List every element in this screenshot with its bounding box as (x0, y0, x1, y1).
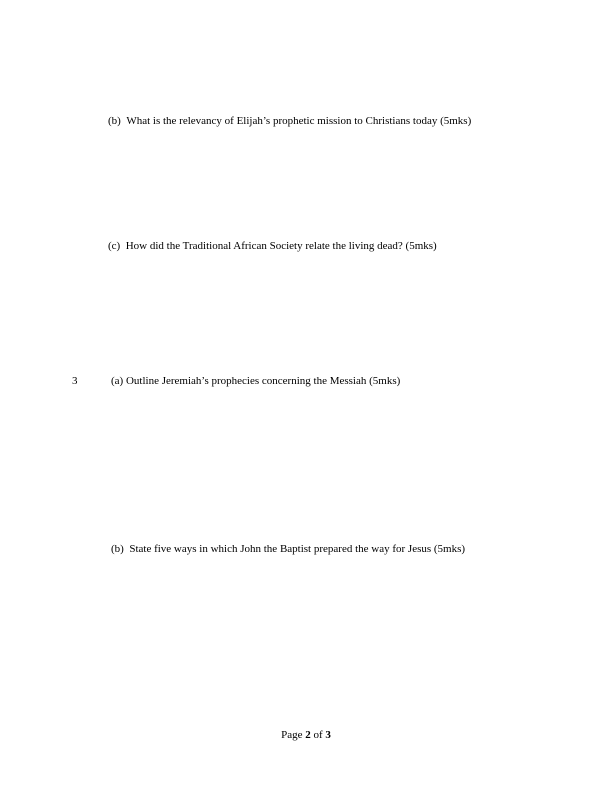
page-label: Page (281, 729, 303, 741)
question-text: Outline Jeremiah’s prophecies concerning the Messiah (5mks) (125, 375, 401, 387)
question-number: 3 (72, 375, 78, 387)
question-part-label: (a) (111, 375, 124, 387)
current-page-number: 2 (305, 729, 311, 741)
page-of-label: of (313, 729, 323, 741)
question-part-label: (b) (111, 543, 124, 555)
page-footer (0, 729, 612, 742)
total-page-count: 3 (325, 729, 331, 741)
question-part-label: (c) (108, 240, 121, 252)
question-3b (111, 543, 465, 556)
question-2b (108, 115, 471, 128)
question-2c (108, 240, 437, 253)
question-text: What is the relevancy of Elijah’s prophetic mission to Christians today (5mks) (126, 115, 472, 127)
question-text: How did the Traditional African Society relate the living dead? (5mks) (125, 240, 437, 252)
question-3a (111, 375, 400, 388)
question-part-label: (b) (108, 115, 121, 127)
question-text: State five ways in which John the Baptist prepared the way for Jesus (5mks) (129, 543, 466, 555)
